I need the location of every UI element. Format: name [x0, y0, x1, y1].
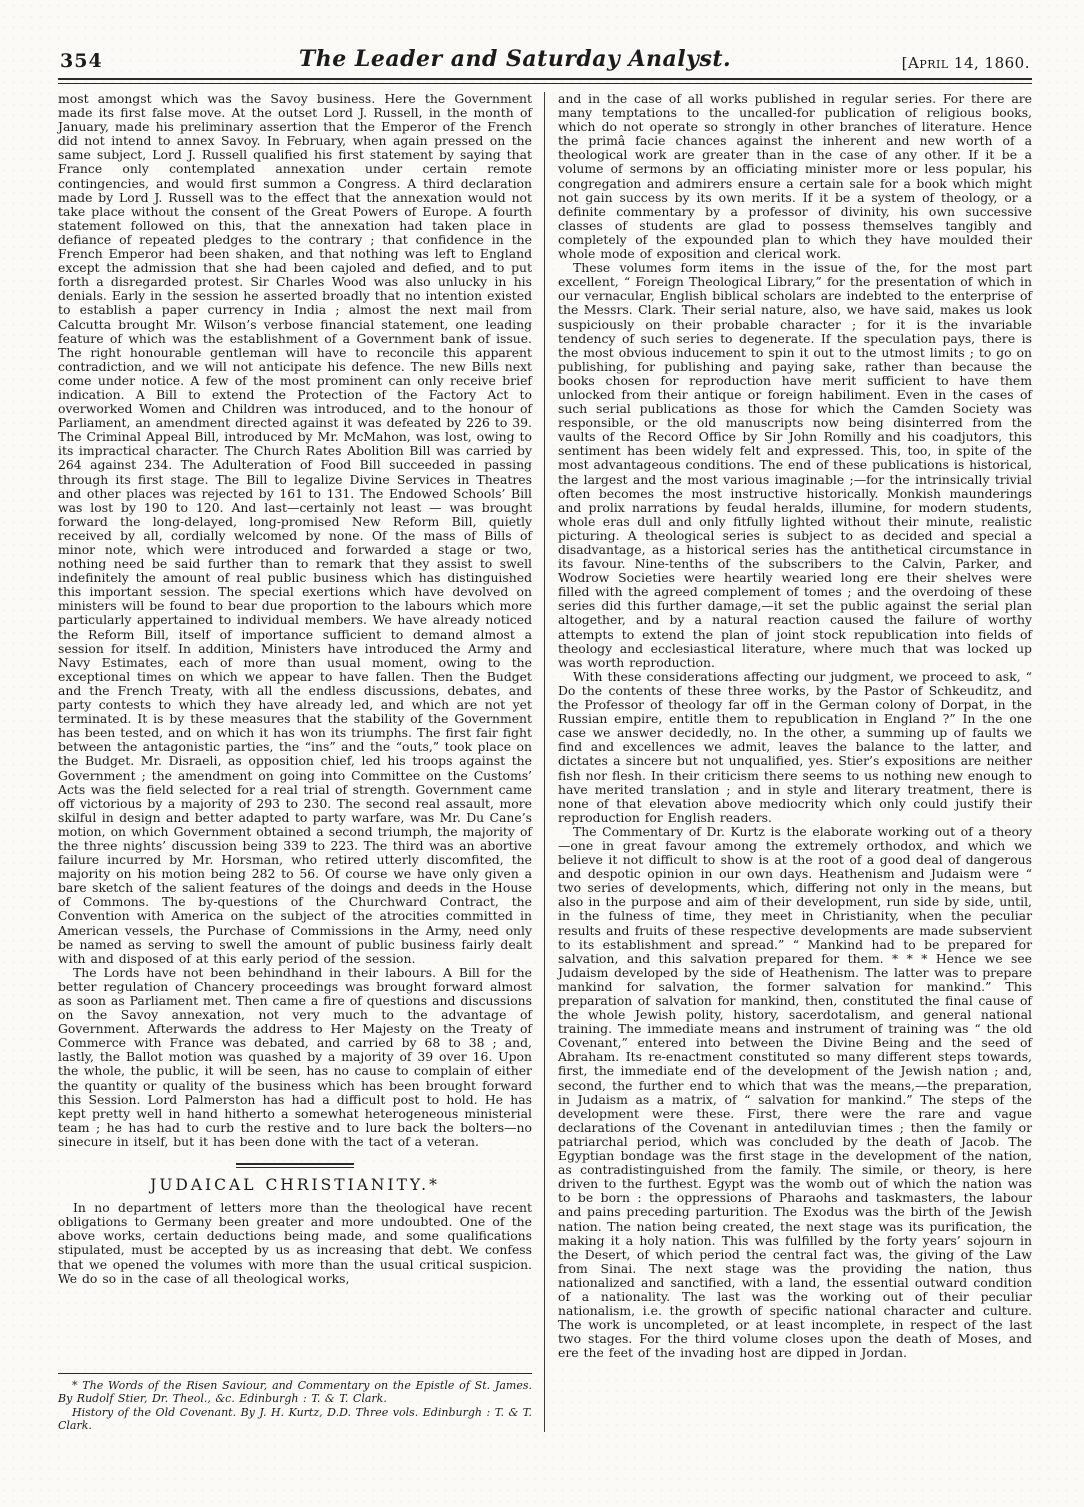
footnote-block [58, 1367, 532, 1432]
article-paragraph: The Lords have not been behindhand in their labours. A Bill for the better regulation of Chancery proceedings was brought forward almost as soon as Parliament met. Then came a fire of questions and discussions on the Savoy annexation, not very much to the advantage of Government. Afterwards the address to Her Majesty on the Treaty of Commerce with France was debated, and carried by 68 to 38 ; and, lastly, the Ballot motion was quashed by a majority of 39 over 16. Upon the whole, the public, it will be seen, has no cause to complain of either the quantity or quality of the business which has been brought forward this Session. Lord Palmerston has had a difficult post to hold. He has kept pretty well in hand hitherto a somewhat heterogeneous ministerial team ; he has had to curb the restive and to lure back the bolters—no sinecure in itself, but it has been done with the tact of a veteran. [58, 964, 532, 1149]
right-column [544, 92, 1032, 1432]
issue-date: [April 14, 1860. [901, 54, 1030, 72]
footnote-rule [58, 1373, 532, 1374]
article-paragraph: most amongst which was the Savoy business. Here the Government made its first false move. At the outset Lord J. Russell, in the month of January, made his preliminary assertion that the Emperor of the French did not intend to annex Savoy. In February, when again pressed on the same subject, Lord J. Russell qualified his first statement by saying that France only contemplated annexation under certain remote contingencies, and would first summon a Congress. A third declaration made by Lord J. Russell was to the effect that the annexation would not take place without the consent of the Great Powers of Europe. A fourth statement followed on this, that the annexation had taken place in defiance of repeated pledges to the contrary ; that confidence in the French Emperor had been shaken, and that nothing was left to England except the admission that she had been cajoled and defied, and to put forth a disregarded protest. Sir Charles Wood was also unlucky in his denials. Early in the session he asserted broadly that no intention existed to establish a paper currency in India ; almost the next mail from Calcutta brought Mr. Wilson’s verbose financial statement, one leading feature of which was the establishment of a Government bank of issue. The right honourable gentleman will have to reconcile this apparent contradiction, and we will not anticipate his defence. The new Bills next come under notice. A few of the most prominent can only receive brief indication. A Bill to extend the Protection of the Factory Act to overworked Women and Children was introduced, and to the honour of Parliament, an amendment directed against it was defeated by 226 to 39. The Criminal Appeal Bill, introduced by Mr. McMahon, was lost, owing to its impractical character. The Church Rates Abolition Bill was carried by 264 against 234. The Adulteration of Food Bill succeeded in passing through its first stage. The Bill to legalize Divine Services in Theatres and other places was rejected by 161 to 131. The Endowed Schools’ Bill was lost by 190 to 120. And last—certainly not least — was brought forward the long-delayed, long-promised New Reform Bill, quietly received by all, cordially welcomed by none. Of the mass of Bills of minor note, which were introduced and forwarded a stage or two, nothing need be said further than to remark that they assist to swell indefinitely the amount of real public business which has distinguished this important session. The special exertions which have devolved on ministers will be found to bear due proportion to the labours which more particularly appertained to individual members. We have already noticed the Reform Bill, itself of importance sufficient to demand almost a session for itself. In addition, Ministers have introduced the Army and Navy Estimates, each of more than usual moment, owing to the exceptional times on which we appear to have fallen. Then the Budget and the French Treaty, with all the endless discussions, debates, and party contests to which they have already led, and which are not yet terminated. It is by these measures that the stability of the Government has been tested, and on which it has won its triumphs. The first fair fight between the antagonistic parties, the “ins” and the “outs,” took place on the Budget. Mr. Disraeli, as opposition chief, led his troops against the Government ; the amendment on going into Committee on the Customs’ Acts was the field selected for a real trial of strength. Government came off victorious by a majority of 293 to 230. The second real assault, more skilful in design and better adapted to party warfare, was Mr. Du Cane’s motion, on which Government obtained a second triumph, the majority of the three nights’ discussion being 339 to 223. The third was an abortive failure incurred by Mr. Horsman, who retired utterly discomfited, the majority on his motion being 282 to 56. Of course we have only given a bare sketch of the salient features of the doings and deeds in the House of Commons. The by-questions of the Churchward Contract, the Convention with America on the subject of the atrocities committed in American vessels, the Purchase of Commissions in the Army, need only be named as serving to swell the amount of public business fairly dealt with and disposed of at this early period of the session. [58, 91, 532, 966]
section-divider-rule [236, 1163, 354, 1168]
article-paragraph: and in the case of all works published in regular series. For there are many temptations to the uncalled-for publication of religious books, which do not operate so strongly in other branches of literature. Hence the primâ facie chances against the inherent and new worth of a theological work are greater than in the case of any other. If it be a volume of sermons by an officiating minister more or less popular, his congregation and admirers ensure a certain sale for a book which might not gain success by its own merits. If it be a system of theology, or a definite commentary by a professor of divinity, his own successive classes of students are glad to possess themselves tangibly and completely of the expounded plan to which they have moulded their whole mode of exposition and clerical work. [558, 91, 1032, 262]
article-paragraph: In no department of letters more than the theological have recent obligations to Germany been greater and more undoubted. One of the above works, certain deductions being made, and some qualifications stipulated, must be accepted by us as increasing that debt. We confess that we opened the volumes with more than the usual critical suspicion. We do so in the case of all theological works, [58, 1200, 532, 1286]
article-columns [58, 92, 1032, 1432]
page-number: 354 [60, 50, 103, 72]
left-column [58, 92, 544, 1432]
article-paragraph: The Commentary of Dr. Kurtz is the elaborate working out of a theory—one in great favour among the extremely orthodox, and which we believe it not difficult to show is at the root of a good deal of dangerous and despotic opinion in our own days. Heathenism and Judaism were “ two series of developments, which, differing not only in the means, but also in the purpose and aim of their development, run side by side, until, in the fulness of time, they meet in Christianity, when the peculiar results and fruits of these respective developments are made subservient to its establishment and spread.” “ Mankind had to be prepared for salvation, and this salvation prepared for them. * * * Hence we see Judaism developed by the side of Heathenism. The latter was to prepare mankind for salvation, the former salvation for mankind.” This preparation of salvation for mankind, then, constituted the final cause of the whole Jewish polity, history, sacerdotalism, and general national training. The immediate means and instrument of training was “ the old Covenant,” entered into between the Divine Being and the seed of Abraham. Its re-enactment constituted so many different steps towards, first, the immediate end of the development of the Jewish nation ; and, second, the further end to which that was the means,—the preparation, in Judaism as a matrix, of “ salvation for mankind.” The steps of the development were these. First, there were the rare and vague declarations of the Covenant in antediluvian times ; then the family or patriarchal period, which was concluded by the death of Jacob. The Egyptian bondage was the first stage in the development of the nation, as contradistinguished from the family. The simile, or theory, is here driven to the furthest. Egypt was the womb out of which the nation was to be born : the oppressions of Pharaohs and taskmasters, the labour and pains preceding parturition. The Exodus was the birth of the Jewish nation. The nation being created, the next stage was its purification, the making it a holy nation. This was fulfilled by the forty years’ sojourn in the Desert, of which period the central fact was, the giving of the Law from Sinai. The next stage was the providing the nation, thus nationalized and sanctified, with a land, the essential outward condition of a nationality. The last was the working out of their peculiar nationalism, i.e. the growth of specific national character and culture. The work is uncompleted, or at least incomplete, in respect of the last two stages. For the third volume closes upon the death of Moses, and ere the feet of the invading host are dipped in Jordan. [558, 823, 1032, 1361]
masthead-rule [58, 78, 1032, 84]
article-paragraph: With these considerations affecting our judgment, we proceed to ask, “ Do the contents of these three works, by the Pastor of Schkeuditz, and the Professor of theology far off in the German colony of Dorpat, in the Russian empire, entitle them to republication in England ?” In the one case we answer decidedly, no. In the other, a summing up of faults we find and excellences we admit, leaves the balance to the latter, and dictates a sincere but not unqualified, yes. Stier’s expositions are neither fish nor flesh. In their criticism there seems to us nothing new enough to have merited translation ; and in style and literary treatment, there is none of that elevation above mediocrity which only could justify their reproduction for English readers. [558, 668, 1032, 825]
footnote: History of the Old Covenant. By J. H. Kurtz, D.D. Three vols. Edinburgh : T. & T. Clark. [58, 1405, 532, 1432]
masthead [58, 46, 1032, 78]
article-paragraph: These volumes form items in the issue of the, for the most part excellent, “ Foreign Theological Library,” for the presentation of which in our vernacular, English biblical scholars are indebted to the enterprise of the Messrs. Clark. Their serial nature, also, we have said, makes us look suspiciously on their probable character ; for it is the invariable tendency of such series to degenerate. If the speculation pays, there is the most obvious inducement to spin it out to the utmost limits ; to go on publishing, for publishing and paying sake, rather than because the books chosen for reproduction have merit sufficient to have them unlocked from their antique or foreign habiliment. Even in the cases of such serial publications as those for which the Camden Society was responsible, or the old manuscripts now being disinterred from the vaults of the Record Office by Sir John Romilly and his coadjutors, this sentiment has been widely felt and expressed. This, too, in spite of the most advantageous conditions. The end of these publications is historical, the largest and the most various imaginable ;—for the intrinsically trivial often becomes the most instructive historically. Monkish maunderings and prolix narrations by feudal heralds, illumine, for modern students, whole eras dull and only fitfully lighted without their minute, realistic picturing. A theological series is subject to as decided and special a disadvantage, as a historical series has the antithetical circumstance in its favour. Nine-tenths of the subscribers to the Calvin, Parker, and Wodrow Societies were heartily wearied long ere their shelves were filled with the agreed complement of tomes ; and the overdoing of these series did this further damage,—it set the public against the serial plan altogether, and by a natural reaction caused the failure of worthy attempts to extend the plan of joint stock republication into fields of theology and ecclesiastical literature, where much that was locked up was worth reproduction. [558, 260, 1032, 670]
footnote: * The Words of the Risen Saviour, and Commentary on the Epistle of St. James. By Rudolf Stier, Dr. Theol., &c. Edinburgh : T. & T. Clark. [58, 1379, 532, 1406]
section-heading: JUDAICAL CHRISTIANITY.* [150, 1176, 440, 1195]
publication-title: The Leader and Saturday Analyst. [298, 46, 732, 72]
